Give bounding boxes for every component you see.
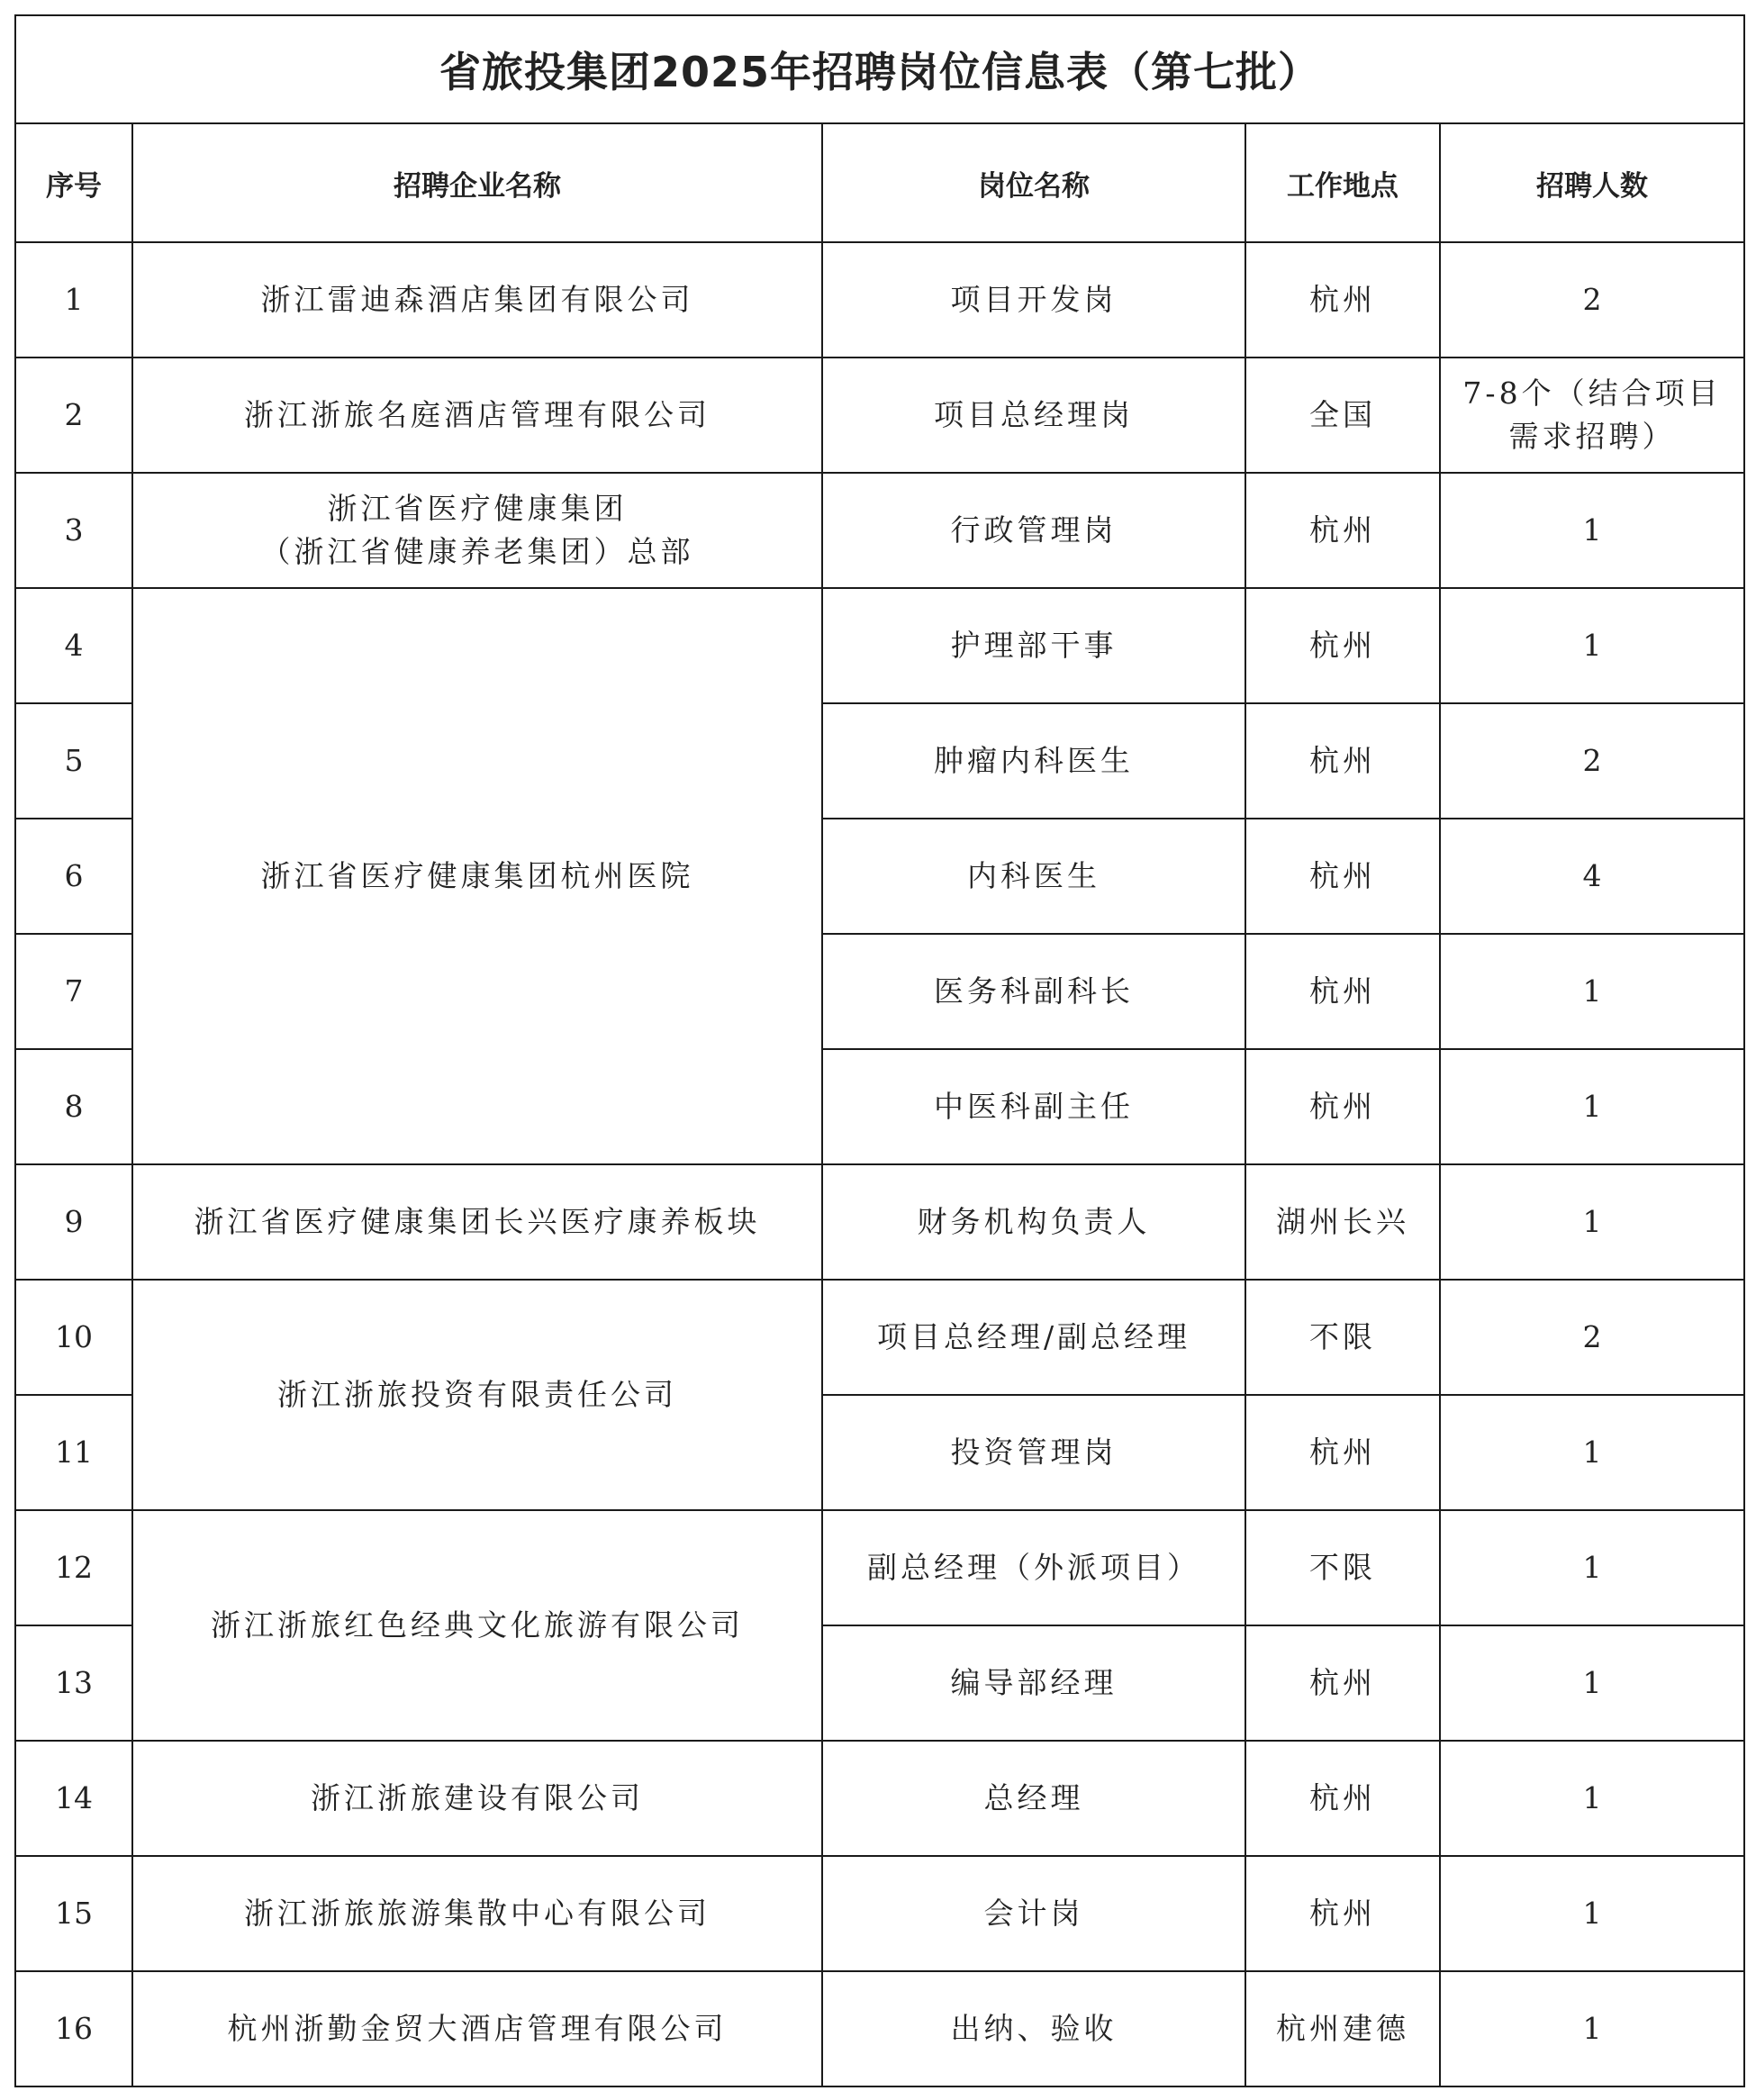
seq-cell: 6: [15, 819, 132, 934]
count-cell: 4: [1440, 819, 1744, 934]
title-row: [15, 15, 1744, 123]
seq-cell: 12: [15, 1510, 132, 1625]
seq-cell: 1: [15, 242, 132, 358]
location-cell: 杭州: [1245, 473, 1440, 588]
count-cell: 2: [1440, 703, 1744, 819]
position-cell: 总经理: [822, 1741, 1245, 1856]
table-row: [15, 473, 1744, 588]
count-cell: 1: [1440, 1164, 1744, 1280]
company-cell: 浙江浙旅投资有限责任公司: [132, 1280, 822, 1510]
count-cell: 1: [1440, 1741, 1744, 1856]
position-cell: 肿瘤内科医生: [822, 703, 1245, 819]
location-cell: 杭州: [1245, 819, 1440, 934]
position-cell: 护理部干事: [822, 588, 1245, 703]
header-row: [15, 123, 1744, 242]
company-cell: 浙江浙旅旅游集散中心有限公司: [132, 1856, 822, 1971]
seq-cell: 11: [15, 1395, 132, 1510]
location-cell: 杭州: [1245, 1856, 1440, 1971]
location-cell: 杭州: [1245, 1049, 1440, 1164]
table-row: [15, 1971, 1744, 2086]
header-company: 招聘企业名称: [132, 123, 822, 242]
position-cell: 中医科副主任: [822, 1049, 1245, 1164]
location-cell: 杭州: [1245, 1741, 1440, 1856]
table-row: [15, 1856, 1744, 1971]
location-cell: 全国: [1245, 358, 1440, 473]
count-cell: 1: [1440, 934, 1744, 1049]
location-cell: 不限: [1245, 1280, 1440, 1395]
position-cell: 出纳、验收: [822, 1971, 1245, 2086]
header-seq: 序号: [15, 123, 132, 242]
table-row: [15, 1280, 1744, 1395]
location-cell: 杭州: [1245, 588, 1440, 703]
header-count: 招聘人数: [1440, 123, 1744, 242]
position-cell: 编导部经理: [822, 1625, 1245, 1741]
table-row: [15, 358, 1744, 473]
recruitment-table: [14, 14, 1745, 2087]
company-cell: 浙江浙旅名庭酒店管理有限公司: [132, 358, 822, 473]
count-cell: 7-8个（结合项目需求招聘）: [1440, 358, 1744, 473]
company-cell: 浙江浙旅建设有限公司: [132, 1741, 822, 1856]
header-position: 岗位名称: [822, 123, 1245, 242]
location-cell: 杭州: [1245, 242, 1440, 358]
seq-cell: 5: [15, 703, 132, 819]
seq-cell: 13: [15, 1625, 132, 1741]
count-cell: 1: [1440, 1625, 1744, 1741]
position-cell: 会计岗: [822, 1856, 1245, 1971]
company-cell: 浙江省医疗健康集团长兴医疗康养板块: [132, 1164, 822, 1280]
position-cell: 内科医生: [822, 819, 1245, 934]
position-cell: 投资管理岗: [822, 1395, 1245, 1510]
seq-cell: 14: [15, 1741, 132, 1856]
seq-cell: 3: [15, 473, 132, 588]
count-cell: 1: [1440, 588, 1744, 703]
count-cell: 1: [1440, 1049, 1744, 1164]
seq-cell: 4: [15, 588, 132, 703]
seq-cell: 9: [15, 1164, 132, 1280]
count-cell: 1: [1440, 473, 1744, 588]
table-row: [15, 1510, 1744, 1625]
company-cell: 浙江浙旅红色经典文化旅游有限公司: [132, 1510, 822, 1741]
company-cell: 浙江省医疗健康集团 （浙江省健康养老集团）总部: [132, 473, 822, 588]
seq-cell: 16: [15, 1971, 132, 2086]
position-cell: 项目开发岗: [822, 242, 1245, 358]
location-cell: 杭州建德: [1245, 1971, 1440, 2086]
recruitment-sheet: [14, 14, 1743, 2080]
position-cell: 项目总经理岗: [822, 358, 1245, 473]
table-row: [15, 1741, 1744, 1856]
table-row: [15, 1164, 1744, 1280]
position-cell: 医务科副科长: [822, 934, 1245, 1049]
company-cell: 浙江省医疗健康集团杭州医院: [132, 588, 822, 1164]
seq-cell: 10: [15, 1280, 132, 1395]
seq-cell: 15: [15, 1856, 132, 1971]
position-cell: 副总经理（外派项目）: [822, 1510, 1245, 1625]
location-cell: 湖州长兴: [1245, 1164, 1440, 1280]
location-cell: 不限: [1245, 1510, 1440, 1625]
location-cell: 杭州: [1245, 1395, 1440, 1510]
company-cell: 浙江雷迪森酒店集团有限公司: [132, 242, 822, 358]
position-cell: 行政管理岗: [822, 473, 1245, 588]
count-cell: 1: [1440, 1856, 1744, 1971]
location-cell: 杭州: [1245, 703, 1440, 819]
header-location: 工作地点: [1245, 123, 1440, 242]
count-cell: 2: [1440, 1280, 1744, 1395]
table-title: 省旅投集团2025年招聘岗位信息表（第七批）: [15, 15, 1744, 123]
count-cell: 2: [1440, 242, 1744, 358]
count-cell: 1: [1440, 1395, 1744, 1510]
count-cell: 1: [1440, 1510, 1744, 1625]
position-cell: 项目总经理/副总经理: [822, 1280, 1245, 1395]
seq-cell: 8: [15, 1049, 132, 1164]
location-cell: 杭州: [1245, 934, 1440, 1049]
table-row: [15, 242, 1744, 358]
seq-cell: 7: [15, 934, 132, 1049]
seq-cell: 2: [15, 358, 132, 473]
position-cell: 财务机构负责人: [822, 1164, 1245, 1280]
company-cell: 杭州浙勤金贸大酒店管理有限公司: [132, 1971, 822, 2086]
location-cell: 杭州: [1245, 1625, 1440, 1741]
table-row: [15, 588, 1744, 703]
count-cell: 1: [1440, 1971, 1744, 2086]
